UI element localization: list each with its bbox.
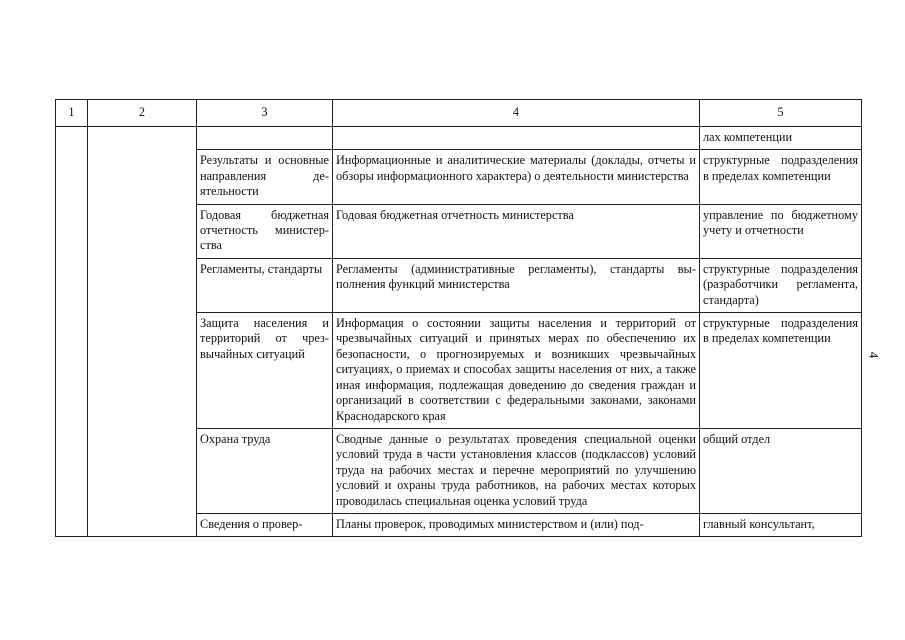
header-col-4: 4 [333, 100, 700, 127]
cell-col3: Охрана труда [197, 428, 333, 513]
table-row-continuation [56, 127, 862, 150]
header-col-5: 5 [700, 100, 862, 127]
header-col-3: 3 [197, 100, 333, 127]
cell-col5: управление по бюджетному учету и отчетности [700, 204, 862, 258]
col1-merged-cell [56, 127, 88, 537]
header-row [56, 100, 862, 127]
col2-merged-cell [88, 127, 197, 537]
cell-col3: Сведения о провер- [197, 513, 333, 536]
cell-col4: Информация о состоянии защиты населения и территорий от чрезвычайных ситуаций и принятых мерах по обеспечению их безопасности, о прогнозируемых и возникших чрезвычайных ситуациях, о приемах и способах защиты населения от них, а также иная информация, подлежащая доведению до сведения граждан и организаций в соответствии с федеральными законами, законами Краснодарского края [333, 313, 700, 429]
cell-col3: Регламенты, стандарты [197, 258, 333, 312]
cell-col5: структурные подразделения в пределах компетенции [700, 150, 862, 204]
cell-col3: Защита населения и территорий от чрезвычайных ситуаций [197, 313, 333, 429]
cell-col5: общий отдел [700, 428, 862, 513]
cell-col4 [333, 127, 700, 150]
cell-col5: главный консультант, [700, 513, 862, 536]
cell-col5: лах компетенции [700, 127, 862, 150]
cell-col3 [197, 127, 333, 150]
cell-col3: Результаты и основные направления деятельности [197, 150, 333, 204]
cell-col5: структурные подразделения в пределах компетенции [700, 313, 862, 429]
cell-col4: Сводные данные о результатах проведения специальной оценки условий труда в части установления классов (подклассов) условий труда на рабочих местах и перечне мероприятий по улучшению условий и охраны труда работников, на рабочих местах которых проводилась специальная оценка условий труда [333, 428, 700, 513]
cell-col5: структурные подразделения (разработчики регламента, стандарта) [700, 258, 862, 312]
cell-col4: Информационные и аналитические материалы (доклады, отчеты и обзоры информационного характера) о деятельности министерства [333, 150, 700, 204]
document-table [55, 99, 862, 537]
header-col-1: 1 [56, 100, 88, 127]
page-number: 4 [866, 351, 882, 359]
cell-col4: Планы проверок, проводимых министерством и (или) под- [333, 513, 700, 536]
cell-col4: Годовая бюджетная отчетность министерства [333, 204, 700, 258]
header-col-2: 2 [88, 100, 197, 127]
cell-col3: Годовая бюджетная отчетность министерства [197, 204, 333, 258]
cell-col4: Регламенты (административные регламенты), стандарты выполнения функций министерства [333, 258, 700, 312]
